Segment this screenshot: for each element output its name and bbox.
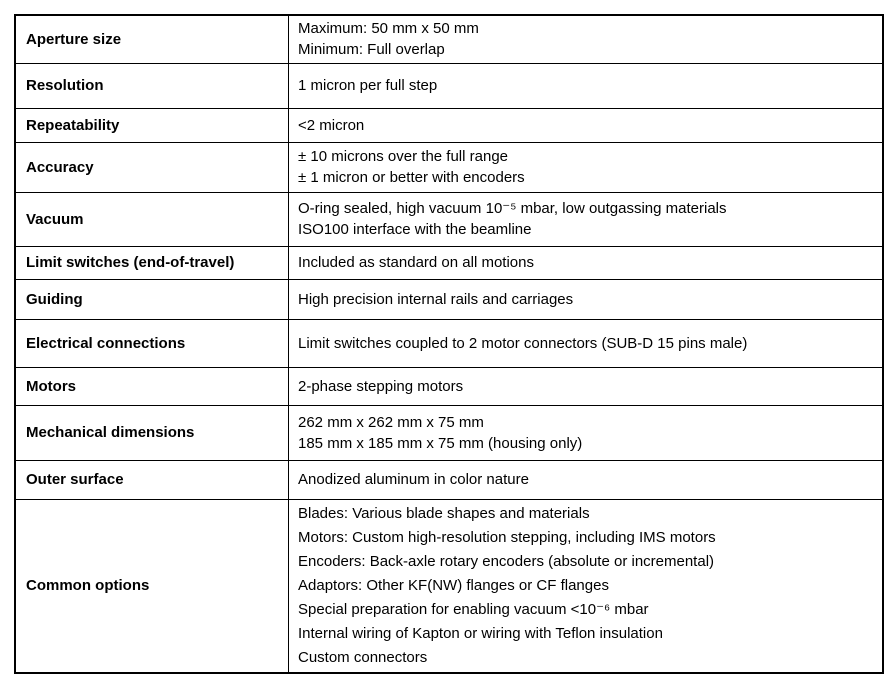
- spec-value: [289, 15, 884, 63]
- spec-value-line: Adaptors: Other KF(NW) flanges or CF flanges: [298, 576, 609, 594]
- spec-label: Accuracy: [15, 142, 289, 192]
- specification-table: [14, 14, 884, 674]
- spec-label: Aperture size: [15, 15, 289, 63]
- table-row: [15, 460, 883, 499]
- spec-value-line: Special preparation for enabling vacuum <10⁻⁶ mbar: [298, 600, 649, 618]
- spec-label: Vacuum: [15, 192, 289, 246]
- spec-value-line: 185 mm x 185 mm x 75 mm (housing only): [298, 434, 583, 452]
- spec-value-line: Minimum: Full overlap: [298, 41, 445, 59]
- spec-value-line: Included as standard on all motions: [298, 254, 534, 271]
- spec-value-line: O-ring sealed, high vacuum 10⁻⁵ mbar, low outgassing materials: [298, 200, 727, 217]
- spec-value-line: Limit switches coupled to 2 motor connectors (SUB-D 15 pins male): [298, 334, 748, 352]
- spec-label: Limit switches (end-of-travel): [15, 246, 289, 279]
- spec-value: [289, 192, 884, 246]
- spec-value: [289, 367, 884, 405]
- spec-label: Resolution: [15, 63, 289, 108]
- spec-value-line: 1 micron per full step: [298, 77, 438, 94]
- table-row: [15, 279, 883, 319]
- table-row: [15, 192, 883, 246]
- table-row: [15, 15, 883, 63]
- spec-value: [289, 246, 884, 279]
- spec-label: Electrical connections: [15, 319, 289, 367]
- spec-value: [289, 319, 884, 367]
- spec-value-line: High precision internal rails and carriages: [298, 290, 574, 308]
- spec-value-line: <2 micron: [298, 116, 365, 134]
- spec-label: Motors: [15, 367, 289, 405]
- table-row: [15, 63, 883, 108]
- spec-value-line: 262 mm x 262 mm x 75 mm: [298, 413, 484, 431]
- spec-value-line: ISO100 interface with the beamline: [298, 221, 532, 238]
- spec-value-line: Encoders: Back-axle rotary encoders (absolute or incremental): [298, 552, 715, 570]
- spec-value-line: 2-phase stepping motors: [298, 377, 464, 395]
- spec-label: Repeatability: [15, 108, 289, 142]
- table-row: [15, 367, 883, 405]
- spec-value: [289, 108, 884, 142]
- table-row: [15, 108, 883, 142]
- spec-label: Outer surface: [15, 460, 289, 499]
- table-row: [15, 499, 883, 673]
- spec-value-line: Motors: Custom high-resolution stepping, including IMS motors: [298, 528, 716, 546]
- spec-value: [289, 460, 884, 499]
- specification-table-body: [15, 15, 883, 673]
- spec-label: Common options: [15, 499, 289, 673]
- table-row: [15, 405, 883, 460]
- spec-label: Guiding: [15, 279, 289, 319]
- spec-value: [289, 499, 884, 673]
- spec-value-line: Custom connectors: [298, 648, 428, 666]
- spec-label: Mechanical dimensions: [15, 405, 289, 460]
- table-row: [15, 319, 883, 367]
- spec-value: [289, 405, 884, 460]
- spec-value: [289, 279, 884, 319]
- spec-value-line: Internal wiring of Kapton or wiring with Teflon insulation: [298, 624, 663, 642]
- spec-value-line: Maximum: 50 mm x 50 mm: [298, 20, 479, 38]
- table-row: [15, 246, 883, 279]
- spec-value-line: Anodized aluminum in color nature: [298, 471, 529, 488]
- spec-value-line: ± 1 micron or better with encoders: [298, 169, 525, 186]
- spec-value-line: Blades: Various blade shapes and materials: [298, 504, 590, 522]
- spec-value: [289, 142, 884, 192]
- spec-value-line: ± 10 microns over the full range: [298, 148, 508, 165]
- spec-value: [289, 63, 884, 108]
- table-row: [15, 142, 883, 192]
